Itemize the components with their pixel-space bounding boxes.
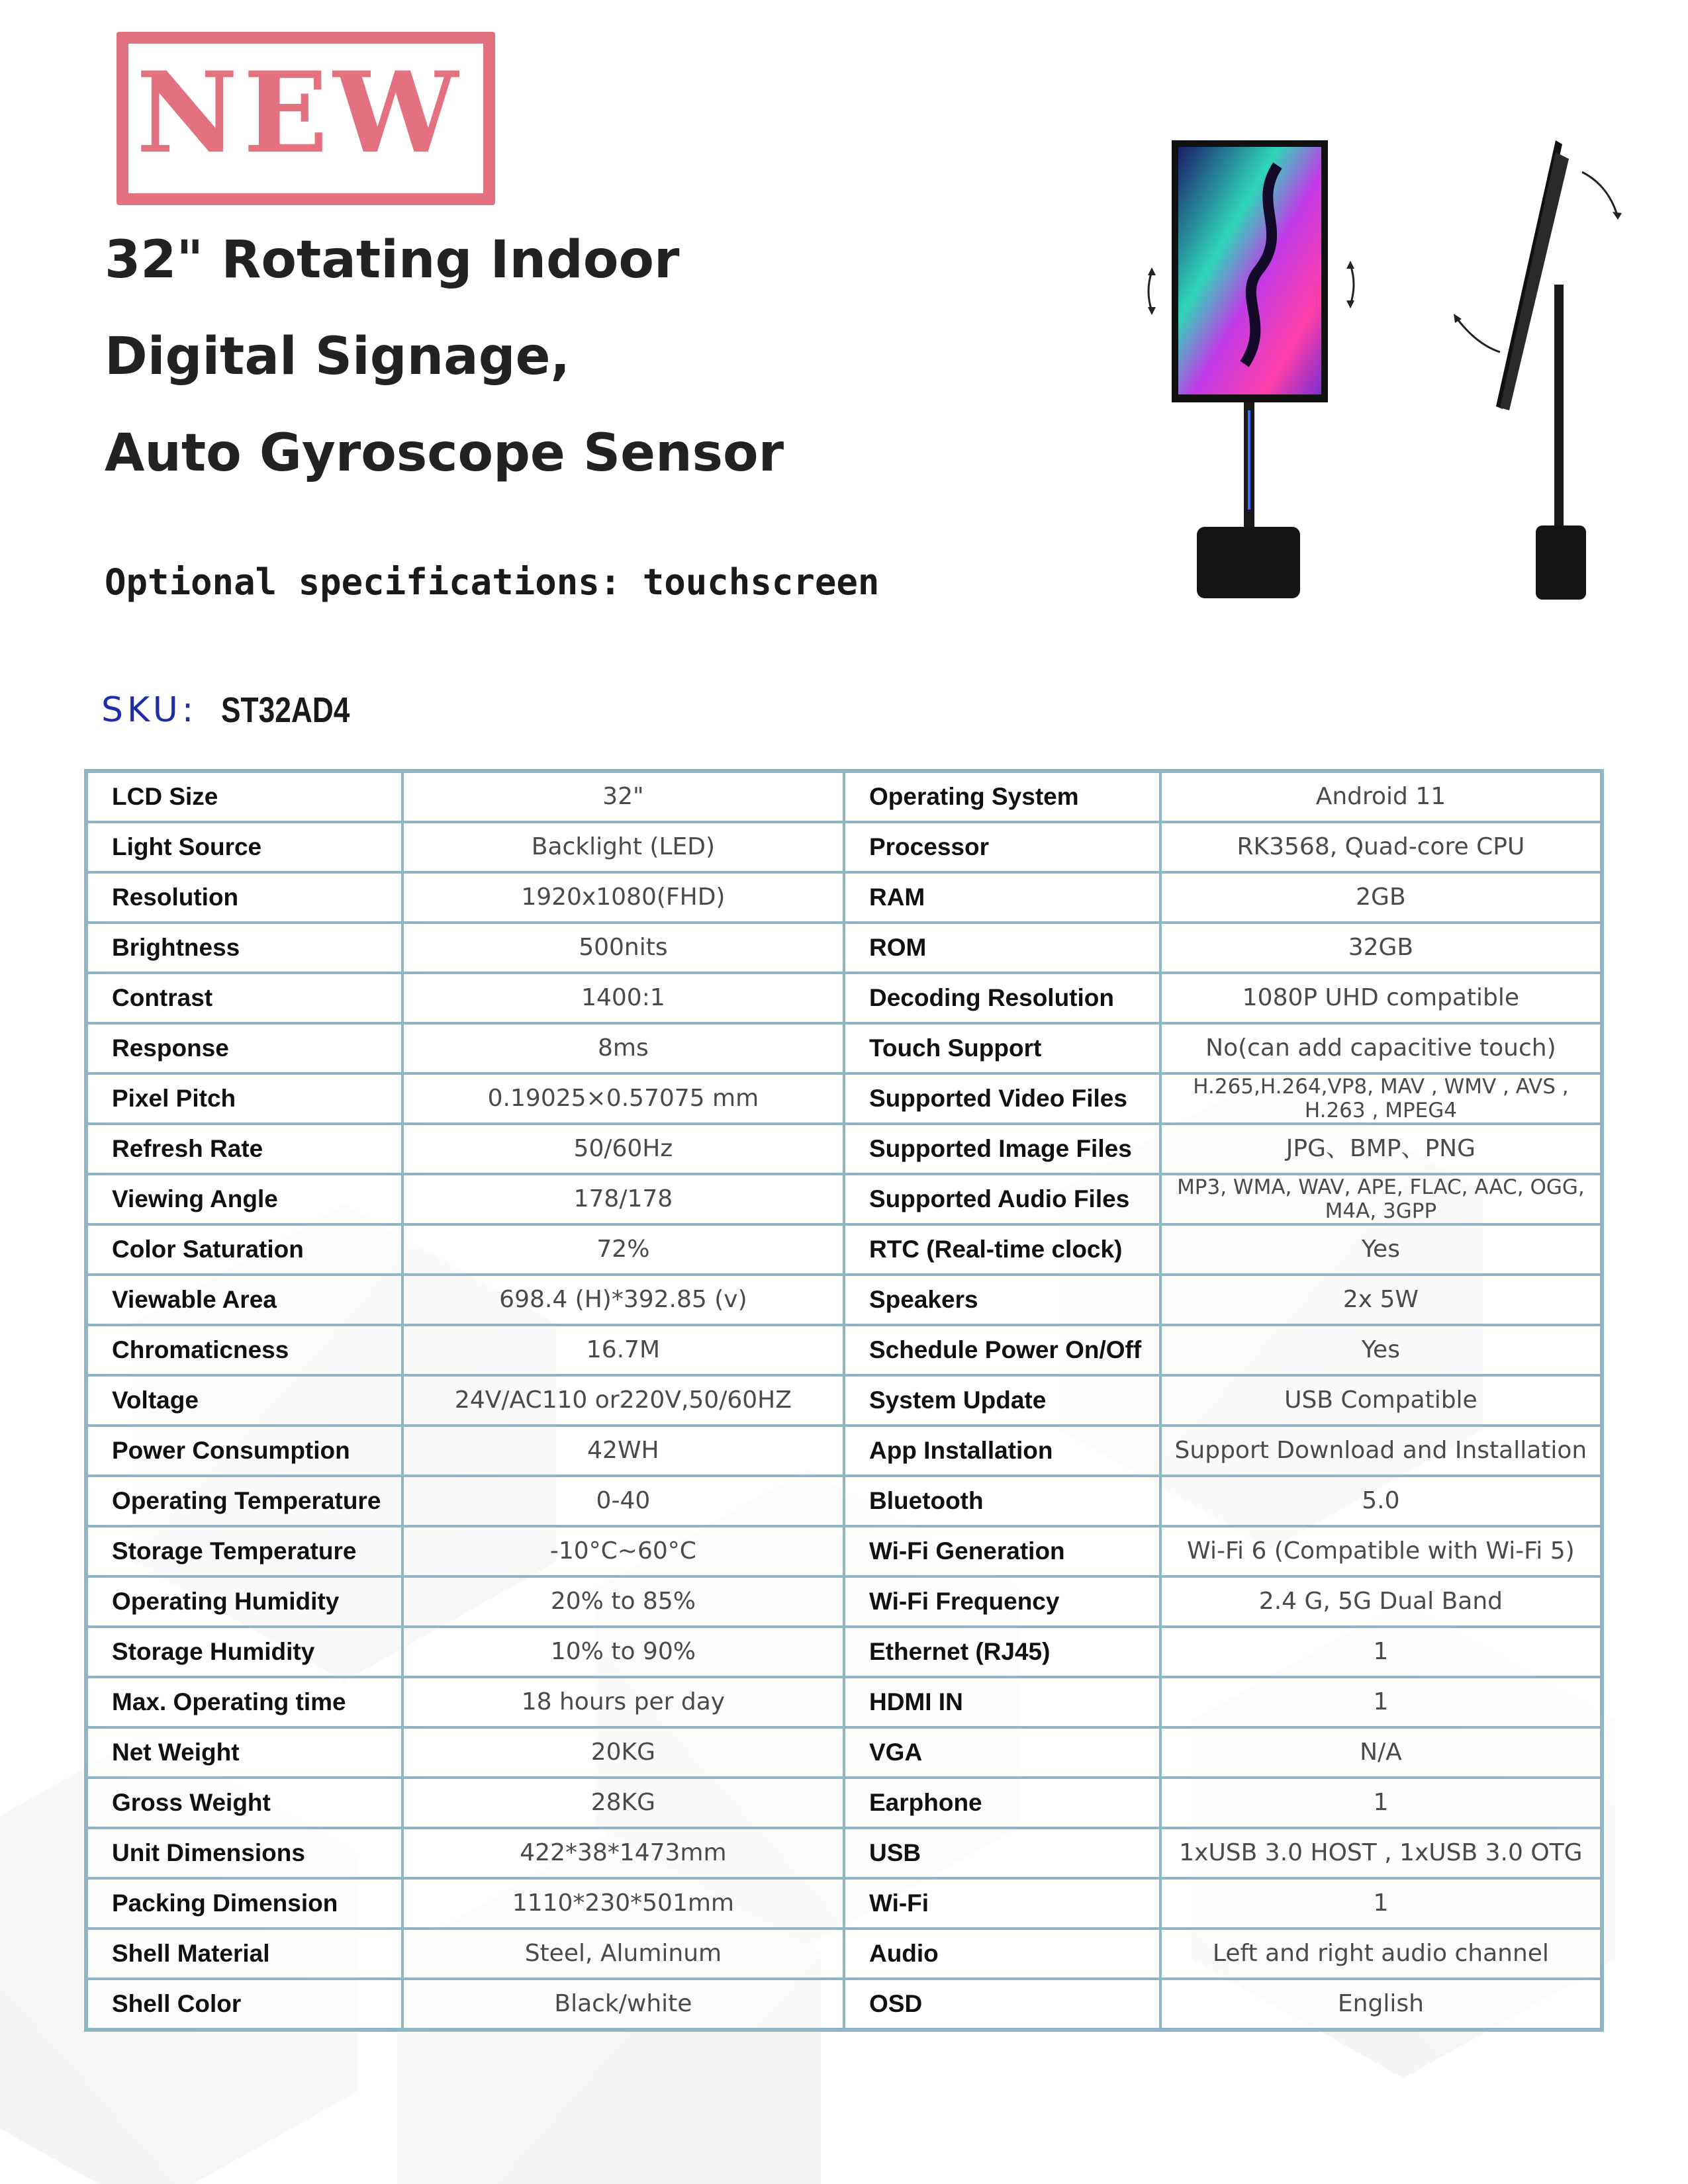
- spec-value: 20KG: [402, 1727, 844, 1778]
- table-row: [86, 771, 1602, 822]
- spec-value: 10% to 90%: [402, 1627, 844, 1677]
- spec-value: 1: [1160, 1677, 1602, 1727]
- spec-label: Viewing Angle: [86, 1174, 402, 1224]
- spec-value: 16.7M: [402, 1325, 844, 1375]
- spec-label: Operating System: [844, 771, 1160, 822]
- spec-label: App Installation: [844, 1426, 1160, 1476]
- spec-label: Supported Image Files: [844, 1124, 1160, 1174]
- table-row: [86, 1576, 1602, 1627]
- table-row: [86, 1526, 1602, 1576]
- spec-label: Unit Dimensions: [86, 1828, 402, 1878]
- sku-value: ST32AD4: [221, 690, 350, 730]
- product-title: [105, 212, 1031, 502]
- spec-label: RAM: [844, 872, 1160, 923]
- spec-label: Net Weight: [86, 1727, 402, 1778]
- spec-value: Android 11: [1160, 771, 1602, 822]
- spec-value: Black/white: [402, 1979, 844, 2030]
- spec-label: Wi-Fi Generation: [844, 1526, 1160, 1576]
- spec-value: 0.19025×0.57075 mm: [402, 1073, 844, 1124]
- spec-label: Viewable Area: [86, 1275, 402, 1325]
- product-title-line-2: Digital Signage,: [105, 327, 571, 387]
- new-badge: [113, 28, 487, 196]
- spec-value: 24V/AC110 or220V,50/60HZ: [402, 1375, 844, 1426]
- spec-value: 0-40: [402, 1476, 844, 1526]
- table-row: [86, 1426, 1602, 1476]
- table-row: [86, 1778, 1602, 1828]
- specifications-table: [84, 769, 1604, 2032]
- table-row: [86, 872, 1602, 923]
- table-row: [86, 1375, 1602, 1426]
- product-title-line-3: Auto Gyroscope Sensor: [105, 424, 784, 483]
- spec-value: 1: [1160, 1778, 1602, 1828]
- sku-line: [101, 690, 378, 743]
- spec-value: USB Compatible: [1160, 1375, 1602, 1426]
- table-row: [86, 822, 1602, 872]
- spec-label: Wi-Fi Frequency: [844, 1576, 1160, 1627]
- spec-label: Resolution: [86, 872, 402, 923]
- spec-label: Storage Temperature: [86, 1526, 402, 1576]
- spec-label: Refresh Rate: [86, 1124, 402, 1174]
- table-row: [86, 973, 1602, 1023]
- spec-label: VGA: [844, 1727, 1160, 1778]
- spec-value: JPG、BMP、PNG: [1160, 1124, 1602, 1174]
- spec-label: Decoding Resolution: [844, 973, 1160, 1023]
- table-row: [86, 1929, 1602, 1979]
- spec-label: Brightness: [86, 923, 402, 973]
- spec-label: Earphone: [844, 1778, 1160, 1828]
- table-row: [86, 1627, 1602, 1677]
- spec-value: RK3568, Quad-core CPU: [1160, 822, 1602, 872]
- spec-value: Left and right audio channel: [1160, 1929, 1602, 1979]
- spec-label: Shell Material: [86, 1929, 402, 1979]
- spec-label: Bluetooth: [844, 1476, 1160, 1526]
- specifications-table-body: [86, 771, 1602, 2030]
- spec-value: 698.4 (H)*392.85 (v): [402, 1275, 844, 1325]
- spec-label: Gross Weight: [86, 1778, 402, 1828]
- spec-value: 422*38*1473mm: [402, 1828, 844, 1878]
- spec-value: 1400:1: [402, 973, 844, 1023]
- spec-value: 50/60Hz: [402, 1124, 844, 1174]
- spec-value: 178/178: [402, 1174, 844, 1224]
- spec-label: Power Consumption: [86, 1426, 402, 1476]
- spec-value: 2.4 G, 5G Dual Band: [1160, 1576, 1602, 1627]
- spec-value: 5.0: [1160, 1476, 1602, 1526]
- spec-value: MP3, WMA, WAV, APE, FLAC, AAC, OGG, M4A, 3GPP: [1160, 1174, 1602, 1224]
- table-row: [86, 1677, 1602, 1727]
- spec-label: Chromaticness: [86, 1325, 402, 1375]
- spec-value: Yes: [1160, 1325, 1602, 1375]
- spec-label: Touch Support: [844, 1023, 1160, 1073]
- spec-label: OSD: [844, 1979, 1160, 2030]
- spec-value: Steel, Aluminum: [402, 1929, 844, 1979]
- spec-value: 8ms: [402, 1023, 844, 1073]
- table-row: [86, 1023, 1602, 1073]
- spec-label: Max. Operating time: [86, 1677, 402, 1727]
- spec-value: 32GB: [1160, 923, 1602, 973]
- spec-value: H.265,H.264,VP8, MAV , WMV , AVS , H.263 , MPEG4: [1160, 1073, 1602, 1124]
- optional-specs-subtitle: Optional specifications: touchscreen: [105, 561, 880, 603]
- sku-label: SKU:: [101, 690, 198, 730]
- spec-label: LCD Size: [86, 771, 402, 822]
- spec-label: Supported Video Files: [844, 1073, 1160, 1124]
- spec-label: Voltage: [86, 1375, 402, 1426]
- spec-label: RTC (Real-time clock): [844, 1224, 1160, 1275]
- table-row: [86, 1275, 1602, 1325]
- spec-value: Yes: [1160, 1224, 1602, 1275]
- table-row: [86, 923, 1602, 973]
- table-row: [86, 1878, 1602, 1929]
- spec-value: No(can add capacitive touch): [1160, 1023, 1602, 1073]
- spec-label: Shell Color: [86, 1979, 402, 2030]
- spec-value: 2GB: [1160, 872, 1602, 923]
- spec-label: Operating Humidity: [86, 1576, 402, 1627]
- spec-label: Light Source: [86, 822, 402, 872]
- spec-label: Wi-Fi: [844, 1878, 1160, 1929]
- spec-value: 72%: [402, 1224, 844, 1275]
- spec-value: -10°C~60°C: [402, 1526, 844, 1576]
- new-badge-text: NEW: [136, 47, 464, 178]
- spec-label: Audio: [844, 1929, 1160, 1979]
- spec-value: 1: [1160, 1878, 1602, 1929]
- spec-label: System Update: [844, 1375, 1160, 1426]
- spec-value: 32": [402, 771, 844, 822]
- spec-value: Wi-Fi 6 (Compatible with Wi-Fi 5): [1160, 1526, 1602, 1576]
- spec-value: 1110*230*501mm: [402, 1878, 844, 1929]
- spec-value: N/A: [1160, 1727, 1602, 1778]
- spec-label: Response: [86, 1023, 402, 1073]
- spec-value: 1xUSB 3.0 HOST , 1xUSB 3.0 OTG: [1160, 1828, 1602, 1878]
- table-row: [86, 1727, 1602, 1778]
- table-row: [86, 1979, 1602, 2030]
- spec-label: Contrast: [86, 973, 402, 1023]
- spec-value: Support Download and Installation: [1160, 1426, 1602, 1476]
- spec-value: 42WH: [402, 1426, 844, 1476]
- table-row: [86, 1325, 1602, 1375]
- spec-label: Pixel Pitch: [86, 1073, 402, 1124]
- spec-value: English: [1160, 1979, 1602, 2030]
- spec-value: 20% to 85%: [402, 1576, 844, 1627]
- product-title-line-1: 32" Rotating Indoor: [105, 230, 680, 290]
- spec-label: ROM: [844, 923, 1160, 973]
- product-image: [1125, 126, 1642, 629]
- spec-label: Packing Dimension: [86, 1878, 402, 1929]
- spec-value: 1: [1160, 1627, 1602, 1677]
- spec-label: Supported Audio Files: [844, 1174, 1160, 1224]
- spec-value: 500nits: [402, 923, 844, 973]
- table-row: [86, 1476, 1602, 1526]
- spec-label: Color Saturation: [86, 1224, 402, 1275]
- table-row: [86, 1124, 1602, 1174]
- spec-value: 18 hours per day: [402, 1677, 844, 1727]
- spec-value: 1080P UHD compatible: [1160, 973, 1602, 1023]
- spec-value: 2x 5W: [1160, 1275, 1602, 1325]
- spec-label: Schedule Power On/Off: [844, 1325, 1160, 1375]
- spec-label: Processor: [844, 822, 1160, 872]
- table-row: [86, 1073, 1602, 1124]
- spec-label: Storage Humidity: [86, 1627, 402, 1677]
- table-row: [86, 1174, 1602, 1224]
- table-row: [86, 1224, 1602, 1275]
- spec-label: Operating Temperature: [86, 1476, 402, 1526]
- front-view-display: [1148, 140, 1354, 598]
- spec-label: USB: [844, 1828, 1160, 1878]
- spec-value: Backlight (LED): [402, 822, 844, 872]
- spec-label: Ethernet (RJ45): [844, 1627, 1160, 1677]
- spec-value: 28KG: [402, 1778, 844, 1828]
- table-row: [86, 1828, 1602, 1878]
- side-view-display: [1454, 140, 1622, 600]
- spec-label: HDMI IN: [844, 1677, 1160, 1727]
- spec-label: Speakers: [844, 1275, 1160, 1325]
- spec-value: 1920x1080(FHD): [402, 872, 844, 923]
